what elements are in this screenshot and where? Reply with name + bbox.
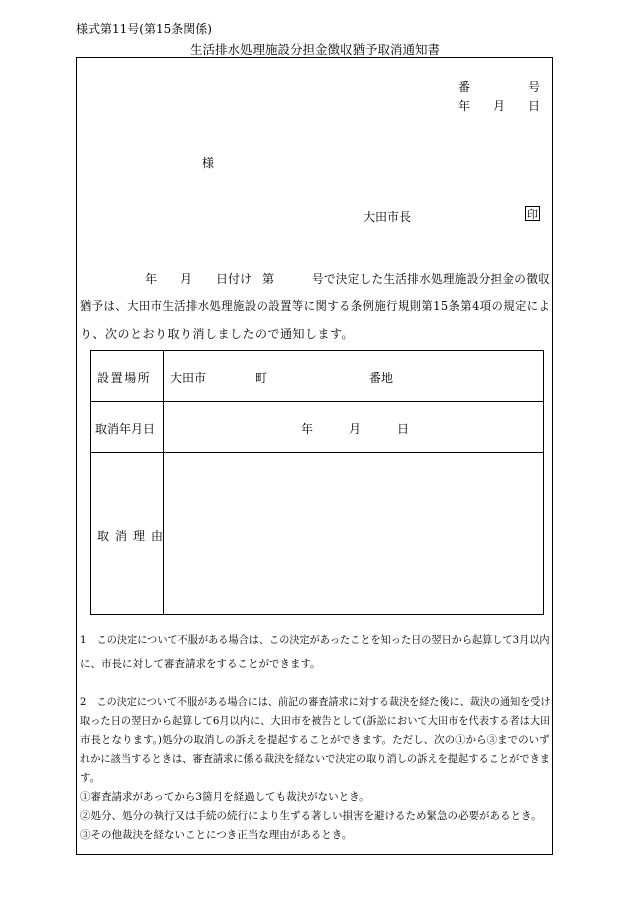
note1-line2: に、市長に対して審査請求をすることができます。 [80, 658, 321, 670]
row-cancel-date-day: 日 [397, 422, 410, 436]
seal-mark: 印 [527, 208, 538, 221]
date-day-label: 日 [528, 99, 541, 113]
number-label: 番 [458, 80, 471, 94]
note2-item2: ②処分、処分の執行又は手続の続行により生ずる著しい損害を避けるため緊急の必要があるとき。 [80, 810, 542, 822]
row-location-town: 町 [255, 371, 268, 385]
table-row-divider [91, 401, 543, 402]
row-location-city: 大田市 [170, 371, 207, 385]
note2-item3: ③その他裁決を経ないことにつき正当な理由があるとき。 [80, 829, 353, 841]
row-location-label: 設置場所 [97, 371, 152, 385]
row-cancel-date-label: 取消年月日 [95, 422, 156, 436]
note2-item1: ①審査請求があってから3箇月を経過しても裁決がないとき。 [80, 791, 370, 803]
body-line3: り、次のとおり取り消しましたので通知します。 [80, 327, 355, 341]
table-row-divider [91, 452, 543, 453]
document-title: 生活排水処理施設分担金徴収猶予取消通知書 [189, 42, 440, 57]
note2-line5: す。 [80, 772, 101, 784]
row-cancel-date-year: 年 [301, 422, 314, 436]
row-cancel-date-month: 月 [349, 422, 362, 436]
body-line1-rest: 号で決定した生活排水処理施設分担金の徴収 [312, 272, 551, 286]
body-year: 年 [145, 272, 158, 286]
addressee-suffix: 様 [202, 156, 215, 170]
note2-line4: れかに該当するときは、審査請求に係る裁決を経ないで決定の取り消しの訴えを提起することができま [80, 753, 550, 765]
note2-line3: 市長となります。)処分の取消しの訴えを提起することができます。ただし、次の①から③までのいず [80, 734, 550, 746]
note2-line1: 2 この決定について不服がある場合には、前記の審査請求に対する裁決を経た後に、裁決の通知を受け [80, 696, 551, 708]
body-dai: 第 [262, 272, 275, 286]
issuer-name: 大田市長 [363, 210, 412, 224]
form-number-label: 様式第11号(第15条関係) [76, 22, 212, 36]
date-year-label: 年 [458, 99, 471, 113]
body-line2: 猶予は、大田市生活排水処理施設の設置等に関する条例施行規則第15条第4項の規定によ [80, 299, 551, 313]
number-suffix: 号 [528, 80, 541, 94]
row-cancel-reason-label: 取消理由 [97, 529, 170, 543]
info-table [90, 350, 544, 615]
note2-line2: 取った日の翌日から起算して6月以内に、大田市を被告として(訴訟において大田市を代表する者は大田 [80, 715, 551, 727]
table-column-divider [163, 351, 164, 614]
body-month: 月 [180, 272, 193, 286]
row-location-banchi: 番地 [369, 371, 394, 385]
body-dated: 日付け [216, 272, 253, 286]
date-month-label: 月 [493, 99, 506, 113]
note1-line1: 1 この決定について不服がある場合は、この決定があったことを知った日の翌日から起算して3月以内 [80, 634, 550, 646]
